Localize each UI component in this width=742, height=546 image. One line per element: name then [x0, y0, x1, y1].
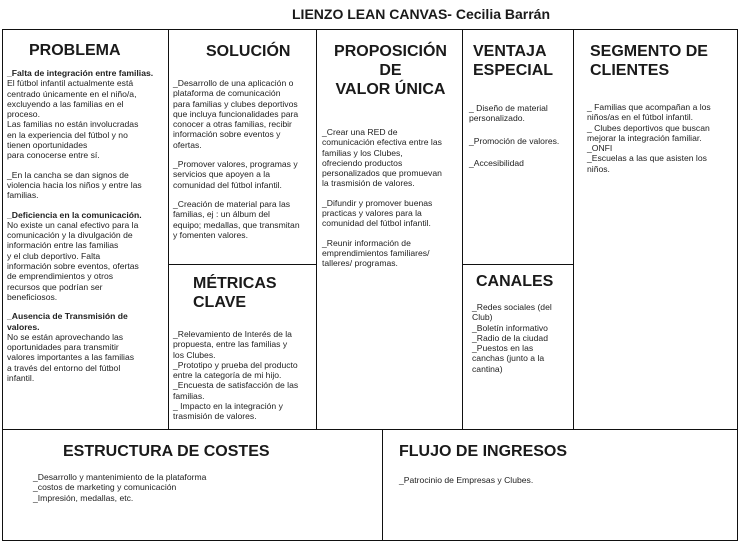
problema-line: Las familias no están involucradas	[7, 119, 139, 130]
problema-line: oportunidades para transmitir	[7, 342, 119, 353]
ingresos-line: _Patrocinio de Empresas y Clubes.	[399, 475, 534, 485]
metricas-text	[173, 329, 316, 422]
propuesta-heading	[322, 42, 462, 99]
ventaja-text	[469, 103, 573, 168]
ventaja-block	[463, 30, 574, 265]
propuesta-line: talleres/ programas.	[322, 258, 398, 269]
ventaja-line: _ Diseño de material	[469, 103, 548, 113]
metricas-line: _Encuesta de satisfacción de las	[173, 380, 299, 391]
canales-text	[472, 302, 573, 374]
problema-line: El fútbol infantil actualmente está	[7, 78, 134, 89]
propuesta-line: practicas y valores para la	[322, 208, 422, 219]
solucion-line: servicios que apoyen a la	[173, 169, 270, 180]
solucion-line: para familias y clubes deportivos	[173, 98, 298, 109]
propuesta-line: emprendimientos familiares/	[322, 247, 430, 258]
segmento-text	[587, 102, 737, 174]
solucion-heading: SOLUCIÓN	[206, 43, 291, 60]
propuesta-line: la trasmisión de valores.	[322, 178, 415, 189]
metricas-heading	[173, 274, 316, 312]
propuesta-line: _Difundir y promover buenas	[322, 197, 433, 208]
lean-canvas-grid	[2, 29, 738, 541]
costes-heading: ESTRUCTURA DE COSTES	[63, 443, 270, 460]
ventaja-line: personalizado.	[469, 113, 525, 124]
segmento-line: _ Familias que acompañan a los	[587, 102, 711, 112]
problema-line: a través del entorno del fútbol	[7, 362, 121, 373]
problema-line: en la experiencia del fútbol y no	[7, 129, 128, 140]
solucion-line: _Creación de material para las	[173, 198, 291, 209]
ingresos-text	[399, 475, 737, 485]
problema-line: excluyendo a las familias en el	[7, 98, 124, 109]
ventaja-heading-line: ESPECIAL	[473, 62, 554, 79]
problema-point-4-title: valores.	[7, 321, 40, 332]
propuesta-line: _Reunir información de	[322, 237, 411, 248]
solucion-line: información sobre eventos y	[173, 129, 281, 140]
propuesta-line: _Crear una RED de	[322, 127, 398, 137]
canales-line: _Puestos en las	[472, 343, 534, 354]
solucion-block	[169, 30, 317, 265]
canales-line: canchas (junto a la	[472, 353, 545, 364]
canales-heading: CANALES	[476, 273, 554, 290]
metricas-line: _ Impacto en la integración y	[173, 401, 283, 412]
segmento-heading	[587, 42, 737, 80]
problema-point-3-title: _Deficiencia en la comunicación.	[7, 209, 142, 220]
problema-heading: PROBLEMA	[29, 42, 121, 59]
metricas-line: familias.	[173, 390, 205, 401]
propuesta-heading-line: VALOR ÚNICA	[335, 81, 446, 98]
propuesta-heading-line: PROPOSICIÓN DE	[334, 43, 447, 79]
segmento-line: _ Clubes deportivos que buscan	[587, 122, 710, 133]
propuesta-line: comunicación efectiva entre las	[322, 137, 442, 148]
segmento-line: _ONFI	[587, 143, 613, 154]
problema-line: proceso.	[7, 109, 40, 120]
solucion-line: _Promover valores, programas y	[173, 159, 298, 170]
canales-line: _Radio de la ciudad	[472, 332, 548, 343]
ventaja-heading-line: VENTAJA	[473, 43, 547, 60]
problema-line: familias.	[7, 190, 39, 201]
canales-line: cantina)	[472, 363, 503, 374]
costes-text	[33, 472, 382, 503]
propuesta-text	[322, 127, 462, 269]
solucion-line: equipo; medallas, que transmitan	[173, 219, 300, 230]
problema-line: No existe un canal efectivo para la	[7, 219, 139, 230]
metricas-heading-line: CLAVE	[193, 294, 247, 311]
problema-line: infantil.	[7, 373, 35, 384]
solucion-line: conocer a otras familias, recibir	[173, 119, 292, 130]
problema-line: información sobre eventos, ofertas	[7, 261, 139, 272]
metricas-heading-line: MÉTRICAS	[193, 275, 277, 292]
solucion-line: que incluya funcionalidades para	[173, 108, 299, 119]
metricas-line: trasmisión de valores.	[173, 411, 257, 422]
problema-line: y el club deportivo. Falta	[7, 250, 101, 261]
ingresos-block	[383, 430, 737, 540]
ventaja-line: _Promoción de valores.	[469, 135, 560, 146]
problema-line: _En la cancha se dan signos de	[7, 169, 129, 180]
metricas-line: _Prototipo y prueba del producto	[173, 359, 298, 370]
segmento-block	[574, 30, 737, 430]
problema-line: valores importantes a las familias	[7, 352, 135, 363]
problema-line: recursos que podrían ser	[7, 281, 103, 292]
ventaja-line: _Accesibilidad	[469, 157, 524, 168]
solucion-line: comunidad del fútbol infantil.	[173, 179, 282, 190]
problema-point-4-title: _Ausencia de Transmisión de	[7, 311, 128, 322]
ingresos-heading: FLUJO DE INGRESOS	[399, 443, 568, 460]
problema-line: información entre las familias	[7, 240, 119, 251]
segmento-line: mejorar la integración familiar.	[587, 132, 702, 143]
metricas-line: propuesta, entre las familias y	[173, 339, 288, 350]
costes-line: _Impresión, medallas, etc.	[33, 492, 134, 503]
segmento-line: _Escuelas a las que asisten los	[587, 153, 707, 164]
problema-line: centrado únicamente en el niño/a,	[7, 88, 137, 99]
problema-line: beneficiosos.	[7, 291, 58, 302]
solucion-line: familias, ej : un álbum del	[173, 209, 270, 220]
problema-point-1-title: _Falta de integración entre familias.	[7, 68, 154, 78]
canales-line: Club)	[472, 312, 493, 323]
canales-line: _Redes sociales (del	[472, 302, 552, 312]
solucion-line: ofertas.	[173, 139, 202, 150]
segmento-line: niños.	[587, 163, 610, 174]
canales-block	[463, 265, 574, 430]
problema-line: violencia hacia los niños y entre las	[7, 179, 142, 190]
metricas-block	[169, 265, 317, 430]
metricas-line: _Relevamiento de Interés de la	[173, 329, 292, 339]
solucion-text	[173, 78, 316, 240]
canvas-title: LIENZO LEAN CANVAS- Cecilia Barrán	[292, 6, 551, 22]
metricas-line: los Clubes.	[173, 349, 216, 360]
canales-line: _Boletín informativo	[472, 322, 548, 333]
propuesta-block	[317, 30, 463, 430]
propuesta-line: personalizados que promuevan	[322, 168, 442, 179]
problema-text	[7, 68, 168, 383]
problema-line: para conocerse entre sí.	[7, 150, 100, 161]
problema-line: comunicación y la divulgación de	[7, 230, 133, 241]
problema-block	[3, 30, 169, 430]
propuesta-line: ofreciendo productos	[322, 157, 403, 168]
metricas-line: entre la categoría de mi hijo.	[173, 370, 282, 381]
problema-line: No se están aprovechando las	[7, 331, 124, 342]
costes-line: _costos de marketing y comunicación	[33, 482, 177, 493]
costes-line: _Desarrollo y mantenimiento de la plataforma	[33, 472, 207, 482]
solucion-line: plataforma de comunicación	[173, 88, 281, 99]
solucion-line: y fomenten valores.	[173, 229, 248, 240]
costes-block	[3, 430, 383, 540]
ventaja-heading	[469, 42, 573, 80]
segmento-heading-line: CLIENTES	[590, 62, 670, 79]
segmento-heading-line: SEGMENTO DE	[590, 43, 708, 60]
propuesta-line: comunidad del fútbol infantil.	[322, 218, 431, 229]
problema-line: tienen oportunidades	[7, 140, 88, 151]
propuesta-line: familias y los Clubes,	[322, 147, 403, 158]
segmento-line: niños/as en el fútbol infantil.	[587, 112, 694, 123]
problema-line: de emprendimientos y otros	[7, 271, 114, 282]
solucion-line: _Desarrollo de una aplicación o	[173, 78, 294, 88]
